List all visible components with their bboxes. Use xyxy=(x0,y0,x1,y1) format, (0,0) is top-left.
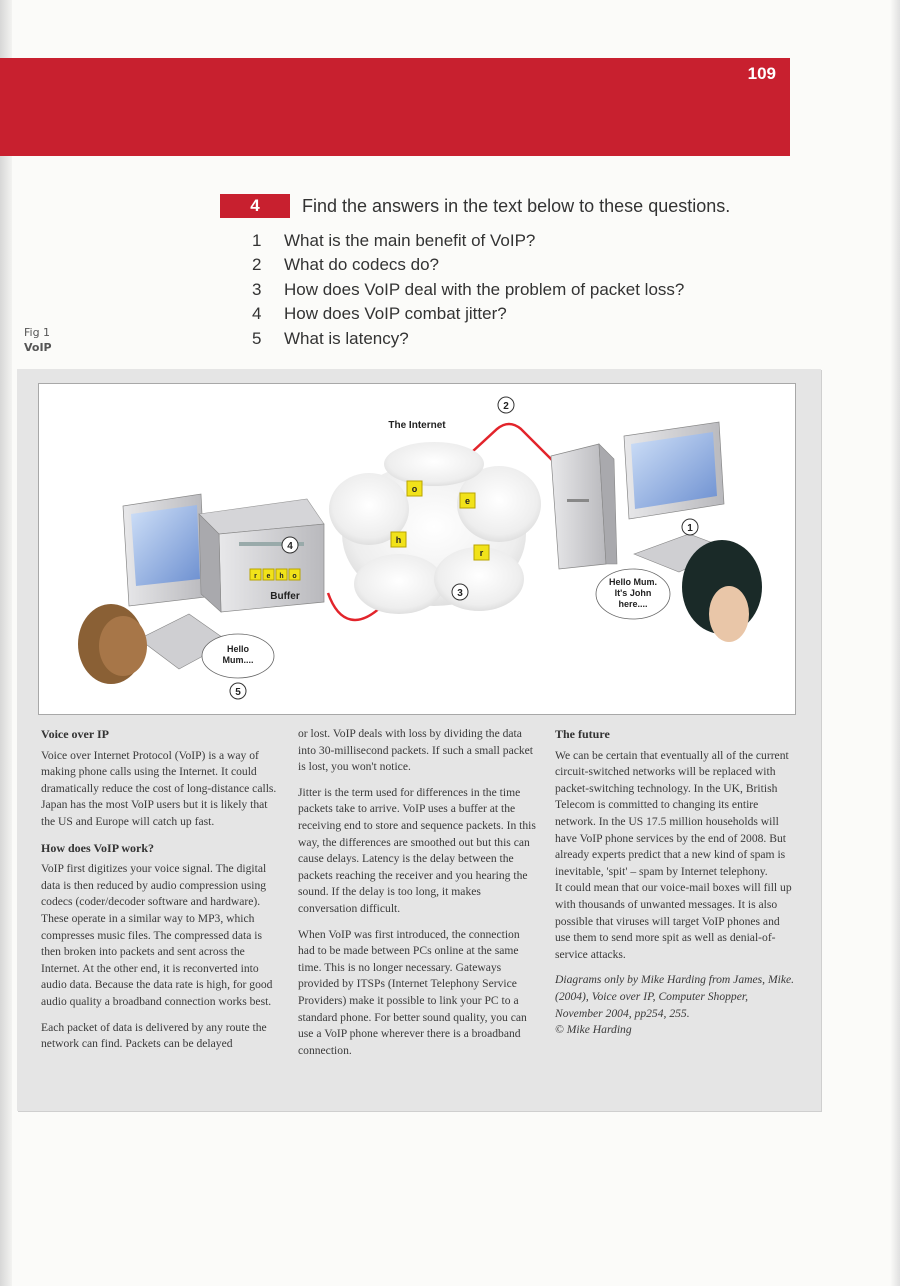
question-text: What is latency? xyxy=(284,328,409,348)
question-text: How does VoIP combat jitter? xyxy=(284,304,507,324)
question-item xyxy=(252,302,812,326)
speech-bubble-left xyxy=(202,634,274,678)
voip-diagram xyxy=(38,383,796,715)
page-edge xyxy=(890,0,900,1286)
bubble-right-line: It's John xyxy=(614,588,652,598)
question-number: 1 xyxy=(252,231,262,250)
article-column-3 xyxy=(555,726,795,1048)
paragraph: When VoIP was first introduced, the connection had to be made between PCs online at the same time. This is no longer necessary. Gateways provided by ITSPs (Internet Telephony Service Providers) make it possible to link your PC to a standard phone. For better sound quality, you can use a VoIP phone wherever there is a broadband connection. xyxy=(298,927,527,1057)
buffer-letter: h xyxy=(279,573,284,580)
article-panel xyxy=(17,369,821,1111)
figure-number: Fig 1 xyxy=(24,326,51,339)
paragraph: It could mean that our voice-mail boxes will fill up with thousands of unwanted messages. It is also possible that viruses will target VoIP phones and use them to send more spit as well as denial-of-service attacks. xyxy=(555,881,792,961)
question-text: What do codecs do? xyxy=(284,255,439,275)
marker-text: 3 xyxy=(457,588,463,599)
task-number-badge: 4 xyxy=(220,194,290,218)
packet-letter: e xyxy=(464,496,471,506)
bubble-left-line: Hello xyxy=(226,644,250,654)
marker-text: 1 xyxy=(687,523,693,534)
paragraph: Each packet of data is delivered by any route the network can find. Packets can be delayed xyxy=(41,1020,267,1051)
bubble-right-line: here.... xyxy=(618,599,648,609)
section-heading: The future xyxy=(555,727,610,741)
page-number: 109 xyxy=(747,64,776,83)
packet-o xyxy=(407,481,422,496)
buffer-letter: r xyxy=(254,573,257,580)
buffer-letter: o xyxy=(292,573,297,580)
bubble-right-line: Hello Mum. xyxy=(608,577,658,587)
question-item xyxy=(252,253,812,277)
packet-r xyxy=(474,545,489,560)
buffer-letter: e xyxy=(266,573,271,580)
internet-label: The Internet xyxy=(388,420,446,431)
paragraph: We can be certain that eventually all of the current circuit-switched networks will be replaced with packet-switching technology. In the UK, British Telecom is committed to changing its entire network. In the US 17.5 million households will have VoIP phone services by the end of 2008. But already experts predict that a new kind of spam is inevitable, 'spit' – spam by Internet telephony. xyxy=(555,748,789,878)
paragraph: or lost. VoIP deals with loss by dividing the data into 30-millisecond packets. If such a small packet is lost, you won't notice. xyxy=(298,727,534,774)
question-item xyxy=(252,327,812,351)
marker-3 xyxy=(452,584,468,600)
packet-letter: o xyxy=(411,484,418,494)
question-text: How does VoIP deal with the problem of packet loss? xyxy=(284,279,685,299)
question-item xyxy=(252,278,812,302)
marker-text: 2 xyxy=(503,401,509,412)
question-number: 2 xyxy=(252,255,262,275)
buffer-label: Buffer xyxy=(270,591,300,602)
section-heading: How does VoIP work? xyxy=(41,840,155,855)
copyright: © Mike Harding xyxy=(555,1023,632,1037)
paragraph: Voice over Internet Protocol (VoIP) is a way of making phone calls using the Internet. It could dramatically reduce the cost of long-distance calls. Japan has the most VoIP users but it is likely that the US and Europe will catch up fast. xyxy=(41,748,277,828)
question-item xyxy=(252,229,812,253)
header-banner xyxy=(0,58,790,156)
page-gutter xyxy=(0,0,12,1286)
paragraph: Jitter is the term used for differences in the time packets take to arrive. VoIP uses a buffer at the receiving end to store and sequence packets. In this way, the differences are smoothed out but this can cause delays. Latency is the delay between the packets reaching the receiver and you hearing the sound. If the delay is too long, it makes conversation difficult. xyxy=(298,785,536,915)
question-number: 3 xyxy=(252,279,262,299)
article-column-2 xyxy=(298,726,536,1068)
marker-1 xyxy=(682,519,698,535)
image-credit: Diagrams only by Mike Harding from James, Mike. (2004), Voice over IP, Computer Shopper, November 2004, pp254, 255. xyxy=(555,973,795,1020)
question-number: 5 xyxy=(252,328,262,348)
left-computer xyxy=(78,494,324,684)
marker-text: 5 xyxy=(235,687,241,698)
marker-5 xyxy=(230,683,246,699)
voip-diagram-svg xyxy=(39,384,795,714)
packet-h xyxy=(391,532,406,547)
question-number: 4 xyxy=(252,304,262,324)
task-instruction: Find the answers in the text below to these questions. xyxy=(302,196,731,216)
marker-2 xyxy=(498,397,514,413)
question-list xyxy=(252,229,812,351)
marker-text: 4 xyxy=(287,541,293,552)
section-heading: Voice over IP xyxy=(41,727,109,741)
figure-caption: VoIP xyxy=(24,341,52,354)
packet-letter: r xyxy=(479,548,484,558)
internet-cloud xyxy=(329,442,541,614)
article-column-1 xyxy=(41,726,278,1062)
marker-4 xyxy=(282,537,298,553)
bubble-left-line: Mum.... xyxy=(222,655,254,665)
figure-label xyxy=(24,325,52,355)
paragraph: VoIP first digitizes your voice signal. The digital data is then reduced by audio compression using codecs (coder/decoder software and hardware). These operate in a similar way to MP3, which compresses music files. The compressed data is then broken into packets and sent across the Internet. At the other end, it is reconverted into audio data. Because the data rate is high, for good audio quality a broadband connection works best. xyxy=(41,862,273,1008)
packet-e xyxy=(460,493,475,508)
packet-letter: h xyxy=(395,535,402,545)
speech-bubble-right xyxy=(596,569,670,619)
question-text: What is the main benefit of VoIP? xyxy=(284,231,536,250)
